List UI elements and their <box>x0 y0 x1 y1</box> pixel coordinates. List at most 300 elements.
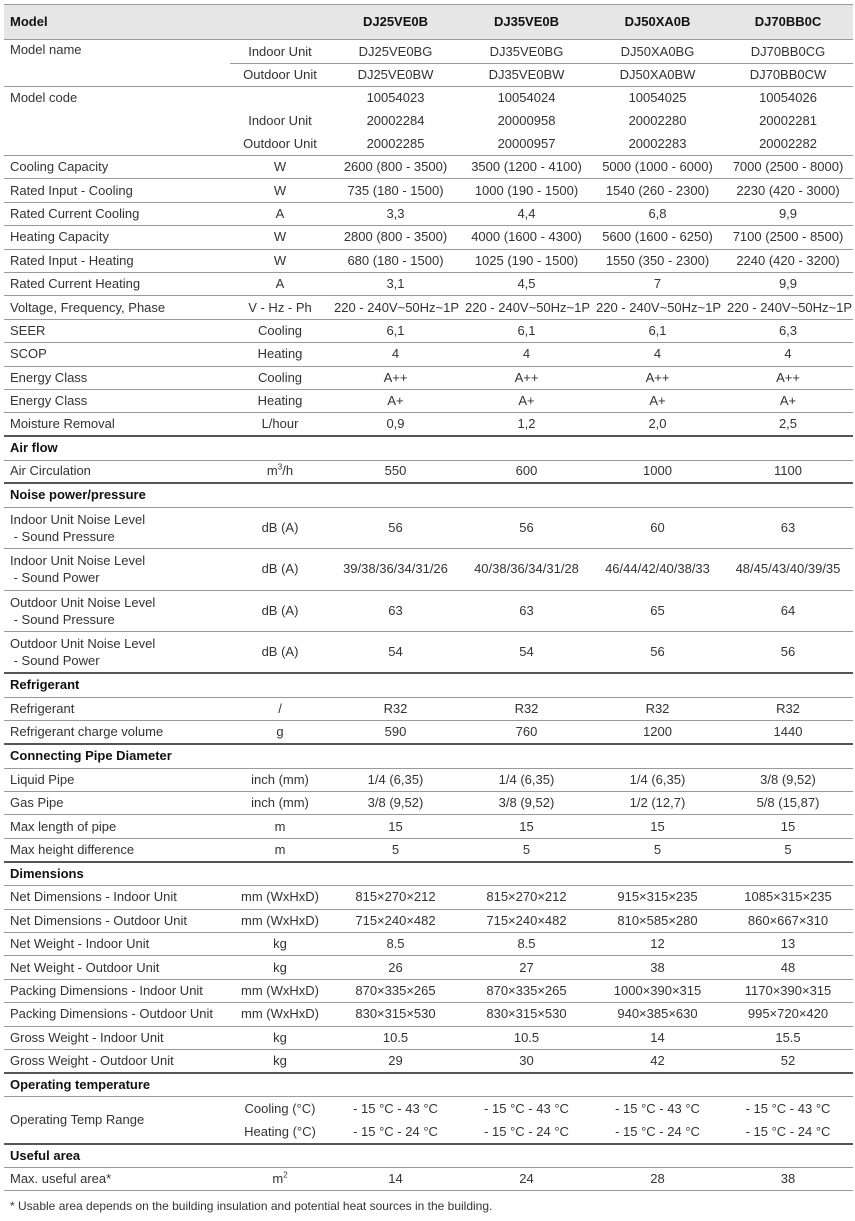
unit-cell: inch (mm) <box>230 768 330 791</box>
unit-cell: mm (WxHxD) <box>230 886 330 909</box>
value-cell: A+ <box>330 389 461 412</box>
table-row <box>4 792 853 815</box>
value-cell: 220 - 240V~50Hz~1P <box>461 296 592 319</box>
section-title: Dimensions <box>4 862 853 886</box>
value-cell: - 15 °C - 43 °C <box>745 1100 831 1116</box>
table-row <box>4 697 853 721</box>
value-cell: 42 <box>592 1049 723 1072</box>
table-row <box>4 40 853 64</box>
section-header <box>4 1144 853 1168</box>
unit-cell: g <box>230 721 330 745</box>
value-cell: DJ50XA0BW <box>592 64 723 87</box>
section-title: Operating temperature <box>4 1073 853 1097</box>
unit-cell: A <box>230 202 330 225</box>
row-label: Air Circulation <box>4 460 230 483</box>
spec-table-body <box>4 5 853 1191</box>
value-cell: 940×385×630 <box>592 1003 723 1026</box>
value-cell: 715×240×482 <box>330 909 461 932</box>
table-row <box>4 179 853 202</box>
value-cell: 5600 (1600 - 6250) <box>592 226 723 249</box>
table-row <box>4 886 853 909</box>
unit-cell: kg <box>230 1049 330 1072</box>
section-title: Useful area <box>4 1144 853 1168</box>
value-cell: - 15 °C - 43 °C <box>353 1100 438 1116</box>
table-row <box>4 1003 853 1026</box>
table-row <box>4 296 853 319</box>
value-cell: 8.5 <box>330 933 461 956</box>
spec-table <box>4 4 853 1191</box>
table-row <box>4 1168 853 1191</box>
unit-cell: Outdoor Unit <box>230 64 330 87</box>
value-cell: 870×335×265 <box>330 979 461 1002</box>
table-row <box>4 319 853 342</box>
table-row <box>4 272 853 295</box>
value-cell: 5 <box>330 838 461 861</box>
value-cell: 20002283 <box>592 133 723 156</box>
value-cell: 1000 <box>592 460 723 483</box>
value-cell: A+ <box>723 389 853 412</box>
value-cell: DJ25VE0BG <box>330 40 461 64</box>
value-cell: 915×315×235 <box>592 886 723 909</box>
model-column-header: DJ50XA0B <box>592 5 723 40</box>
unit-cell: dB (A) <box>230 632 330 674</box>
table-row <box>4 389 853 412</box>
value-cell: 0,9 <box>330 413 461 436</box>
value-cell: 15 <box>723 815 853 838</box>
value-cell: 10054025 <box>628 90 687 106</box>
unit-cell: Heating <box>230 343 330 366</box>
unit-cell: dB (A) <box>230 507 330 549</box>
value-cell: 56 <box>723 632 853 674</box>
value-cell: 15 <box>330 815 461 838</box>
value-cell: 56 <box>592 632 723 674</box>
value-cell: 39/38/36/34/31/26 <box>330 549 461 591</box>
value-cell: 815×270×212 <box>330 886 461 909</box>
value-cell: - 15 °C - 24 °C <box>723 1120 853 1144</box>
value-cell: 24 <box>461 1168 592 1191</box>
value-cell: R32 <box>723 697 853 721</box>
unit-cell: dB (A) <box>230 590 330 632</box>
row-label: Energy Class <box>4 366 230 389</box>
unit-cell: kg <box>230 956 330 979</box>
row-label: Rated Input - Heating <box>4 249 230 272</box>
table-row <box>4 838 853 861</box>
unit-cell: kg <box>230 1026 330 1049</box>
value-cell: 3,3 <box>330 202 461 225</box>
value-cell: 4 <box>723 343 853 366</box>
unit-cell: Indoor Unit <box>230 40 330 64</box>
section-header <box>4 862 853 886</box>
value-cell: 14 <box>592 1026 723 1049</box>
value-cell: 54 <box>330 632 461 674</box>
header-label: Model <box>4 5 230 40</box>
row-label: Max. useful area* <box>4 1168 230 1191</box>
unit-tail: /h <box>282 463 294 479</box>
header-row <box>4 5 853 40</box>
table-row <box>4 979 853 1002</box>
row-label-subline: - Sound Power <box>10 570 100 586</box>
value-cell: 20000957 <box>461 133 592 156</box>
unit-cell: m <box>230 815 330 838</box>
value-cell: 65 <box>592 590 723 632</box>
value-cell: 680 (180 - 1500) <box>330 249 461 272</box>
value-cell: 715×240×482 <box>461 909 592 932</box>
value-cell: 63 <box>461 590 592 632</box>
unit-cell: inch (mm) <box>230 792 330 815</box>
value-cell: 1000 (190 - 1500) <box>461 179 592 202</box>
unit-base: m <box>272 1171 284 1187</box>
value-cell: 13 <box>723 933 853 956</box>
value-cell: 3,1 <box>330 272 461 295</box>
value-cell: 2230 (420 - 3000) <box>723 179 853 202</box>
row-label <box>4 590 230 632</box>
value-cell: 10.5 <box>330 1026 461 1049</box>
row-label: Refrigerant <box>4 697 230 721</box>
table-row <box>4 815 853 838</box>
table-row <box>4 956 853 979</box>
row-label: Liquid Pipe <box>4 768 230 791</box>
value-cell: 1/4 (6,35) <box>330 768 461 791</box>
unit-cell: m <box>230 838 330 861</box>
value-cell: 4,4 <box>461 202 592 225</box>
value-cell: 10.5 <box>461 1026 592 1049</box>
value-cell: 15 <box>461 815 592 838</box>
row-label: Operating Temp Range <box>4 1097 230 1144</box>
unit-cell: Cooling <box>230 319 330 342</box>
row-label <box>4 632 230 674</box>
value-cell: 815×270×212 <box>461 886 592 909</box>
row-label: Net Dimensions - Outdoor Unit <box>4 909 230 932</box>
value-cell: - 15 °C - 24 °C <box>330 1120 461 1144</box>
unit-cell: A <box>230 272 330 295</box>
value-cell: 1170×390×315 <box>723 979 853 1002</box>
value-cell: 52 <box>723 1049 853 1072</box>
value-cell: 600 <box>461 460 592 483</box>
section-header <box>4 1073 853 1097</box>
unit-cell: W <box>230 179 330 202</box>
row-label-subline: - Sound Pressure <box>10 611 115 627</box>
value-cell: 7000 (2500 - 8000) <box>723 156 853 179</box>
row-label: Refrigerant charge volume <box>4 721 230 745</box>
unit-cell <box>230 87 330 110</box>
unit-cell: L/hour <box>230 413 330 436</box>
value-cell: R32 <box>461 697 592 721</box>
value-cell: 40/38/36/34/31/28 <box>461 549 592 591</box>
footnote: * Usable area depends on the building insulation and potential heat sources in the building. <box>10 1199 493 1213</box>
unit-cell: mm (WxHxD) <box>230 979 330 1002</box>
section-header <box>4 744 853 768</box>
value-cell: 2,0 <box>592 413 723 436</box>
value-cell: 20002284 <box>366 113 425 128</box>
section-header <box>4 436 853 460</box>
value-cell: 810×585×280 <box>592 909 723 932</box>
unit-cell: W <box>230 226 330 249</box>
value-cell: 20002280 <box>628 113 687 128</box>
value-cell: 1025 (190 - 1500) <box>461 249 592 272</box>
row-label-line: Outdoor Unit Noise Level <box>10 636 156 652</box>
section-header <box>4 673 853 697</box>
value-cell: 56 <box>461 507 592 549</box>
value-cell: 1000×390×315 <box>592 979 723 1002</box>
section-title: Connecting Pipe Diameter <box>4 744 853 768</box>
value-cell: 64 <box>723 590 853 632</box>
value-cell: 830×315×530 <box>330 1003 461 1026</box>
table-row <box>4 87 853 110</box>
section-title: Air flow <box>4 436 853 460</box>
value-cell: 12 <box>592 933 723 956</box>
value-cell: DJ70BB0CG <box>723 40 853 64</box>
value-cell: 48/45/43/40/39/35 <box>723 549 853 591</box>
value-cell: 1/2 (12,7) <box>592 792 723 815</box>
value-cell: 1550 (350 - 2300) <box>592 249 723 272</box>
value-cell: A++ <box>330 366 461 389</box>
value-cell: 14 <box>330 1168 461 1191</box>
row-label: Gross Weight - Outdoor Unit <box>4 1049 230 1072</box>
value-cell: 54 <box>461 632 592 674</box>
row-label-subline: - Sound Pressure <box>10 528 115 544</box>
value-cell: 3500 (1200 - 4100) <box>461 156 592 179</box>
row-label: Net Dimensions - Indoor Unit <box>4 886 230 909</box>
value-cell: 4 <box>592 343 723 366</box>
value-cell: 3/8 (9,52) <box>723 768 853 791</box>
value-cell: 27 <box>461 956 592 979</box>
value-cell: A++ <box>723 366 853 389</box>
value-cell: 8.5 <box>461 933 592 956</box>
row-label: Gross Weight - Indoor Unit <box>4 1026 230 1049</box>
value-cell: 38 <box>723 1168 853 1191</box>
value-cell: 7100 (2500 - 8500) <box>723 226 853 249</box>
value-cell: 4000 (1600 - 4300) <box>461 226 592 249</box>
value-cell: 1/4 (6,35) <box>592 768 723 791</box>
row-label: Moisture Removal <box>4 413 230 436</box>
value-cell: 550 <box>330 460 461 483</box>
table-row <box>4 460 853 483</box>
value-cell: 5000 (1000 - 6000) <box>592 156 723 179</box>
value-cell: R32 <box>330 697 461 721</box>
unit-cell: / <box>230 697 330 721</box>
value-cell: 56 <box>330 507 461 549</box>
value-cell: A+ <box>461 389 592 412</box>
row-label: Rated Input - Cooling <box>4 179 230 202</box>
value-cell: 20002282 <box>723 133 853 156</box>
value-cell: 15 <box>592 815 723 838</box>
value-cell: 10054023 <box>366 90 425 106</box>
unit-cell: Cooling (°C) <box>244 1100 316 1116</box>
table-row <box>4 909 853 932</box>
value-cell: 5 <box>592 838 723 861</box>
value-cell: 1440 <box>723 721 853 745</box>
value-cell: 2,5 <box>723 413 853 436</box>
value-cell: A++ <box>592 366 723 389</box>
value-cell: - 15 °C - 43 °C <box>484 1100 569 1116</box>
value-cell: R32 <box>592 697 723 721</box>
value-cell: 2800 (800 - 3500) <box>330 226 461 249</box>
value-cell: 6,1 <box>592 319 723 342</box>
unit-cell: W <box>230 156 330 179</box>
table-row <box>4 632 853 674</box>
unit-cell: Outdoor Unit <box>230 133 330 156</box>
value-cell: 1100 <box>723 460 853 483</box>
value-cell: 1,2 <box>461 413 592 436</box>
value-cell: 1085×315×235 <box>723 886 853 909</box>
row-label: Rated Current Cooling <box>4 202 230 225</box>
row-label: Packing Dimensions - Outdoor Unit <box>4 1003 230 1026</box>
table-row <box>4 768 853 791</box>
value-cell: 46/44/42/40/38/33 <box>592 549 723 591</box>
unit-superscript: 3 <box>277 463 283 473</box>
value-cell: 6,1 <box>330 319 461 342</box>
row-label: Model code <box>4 87 230 156</box>
row-label: Energy Class <box>4 389 230 412</box>
row-label: Net Weight - Outdoor Unit <box>4 956 230 979</box>
value-cell: 220 - 240V~50Hz~1P <box>330 296 461 319</box>
row-label: SEER <box>4 319 230 342</box>
header-unit-cell <box>230 5 330 40</box>
unit-cell: Indoor Unit <box>248 113 312 128</box>
table-row <box>4 156 853 179</box>
row-label: Max length of pipe <box>4 815 230 838</box>
value-cell: DJ50XA0BG <box>592 40 723 64</box>
unit-cell: Cooling <box>230 366 330 389</box>
value-cell: 860×667×310 <box>723 909 853 932</box>
value-cell: 3/8 (9,52) <box>330 792 461 815</box>
value-cell: 26 <box>330 956 461 979</box>
table-row <box>4 343 853 366</box>
row-label: Net Weight - Indoor Unit <box>4 933 230 956</box>
unit-cell <box>230 1168 330 1191</box>
value-cell: 870×335×265 <box>461 979 592 1002</box>
value-cell: DJ35VE0BG <box>461 40 592 64</box>
row-label: Model name <box>4 40 230 87</box>
value-cell: 5 <box>723 838 853 861</box>
row-label: Cooling Capacity <box>4 156 230 179</box>
value-cell: 20000958 <box>497 113 556 128</box>
value-cell: 20002285 <box>330 133 461 156</box>
unit-cell: mm (WxHxD) <box>230 1003 330 1026</box>
value-cell: 9,9 <box>723 202 853 225</box>
value-cell: A+ <box>592 389 723 412</box>
value-cell: 10054024 <box>497 90 556 106</box>
value-cell: 2600 (800 - 3500) <box>330 156 461 179</box>
value-cell: 38 <box>592 956 723 979</box>
model-column-header: DJ25VE0B <box>330 5 461 40</box>
value-cell: 6,8 <box>592 202 723 225</box>
unit-cell: Heating <box>230 389 330 412</box>
value-cell: DJ25VE0BW <box>330 64 461 87</box>
row-label: Voltage, Frequency, Phase <box>4 296 230 319</box>
unit-cell <box>230 460 330 483</box>
row-label-line: Indoor Unit Noise Level <box>10 511 146 527</box>
unit-cell: dB (A) <box>230 549 330 591</box>
value-cell: 5 <box>461 838 592 861</box>
value-cell: 1200 <box>592 721 723 745</box>
table-row <box>4 366 853 389</box>
table-row <box>4 413 853 436</box>
row-label: Packing Dimensions - Indoor Unit <box>4 979 230 1002</box>
row-label: SCOP <box>4 343 230 366</box>
value-cell: 30 <box>461 1049 592 1072</box>
value-cell: 9,9 <box>723 272 853 295</box>
value-cell: 3/8 (9,52) <box>461 792 592 815</box>
value-cell: 4 <box>461 343 592 366</box>
value-cell: 28 <box>592 1168 723 1191</box>
unit-cell: kg <box>230 933 330 956</box>
row-label-subline: - Sound Power <box>10 653 100 669</box>
value-cell: 830×315×530 <box>461 1003 592 1026</box>
value-cell: 1540 (260 - 2300) <box>592 179 723 202</box>
table-row <box>4 933 853 956</box>
section-header <box>4 483 853 507</box>
value-cell: - 15 °C - 24 °C <box>461 1120 592 1144</box>
row-label: Heating Capacity <box>4 226 230 249</box>
value-cell: 20002281 <box>759 113 817 128</box>
value-cell: - 15 °C - 24 °C <box>592 1120 723 1144</box>
value-cell: 995×720×420 <box>723 1003 853 1026</box>
table-row <box>4 226 853 249</box>
value-cell: A++ <box>461 366 592 389</box>
unit-superscript: 2 <box>283 1171 288 1181</box>
table-row <box>4 1097 853 1121</box>
table-row <box>4 507 853 549</box>
table-row <box>4 249 853 272</box>
row-label <box>4 507 230 549</box>
section-title: Noise power/pressure <box>4 483 853 507</box>
value-cell: 15.5 <box>723 1026 853 1049</box>
value-cell: 63 <box>330 590 461 632</box>
value-cell: 6,1 <box>461 319 592 342</box>
value-cell: 4 <box>330 343 461 366</box>
value-cell: 2240 (420 - 3200) <box>723 249 853 272</box>
value-cell: 6,3 <box>723 319 853 342</box>
value-cell: 5/8 (15,87) <box>723 792 853 815</box>
value-cell: 760 <box>461 721 592 745</box>
value-cell: 29 <box>330 1049 461 1072</box>
model-column-header: DJ70BB0C <box>723 5 853 40</box>
value-cell: 60 <box>592 507 723 549</box>
unit-cell: W <box>230 249 330 272</box>
value-cell: 10054026 <box>759 90 817 106</box>
table-row <box>4 1026 853 1049</box>
value-cell: 1/4 (6,35) <box>461 768 592 791</box>
row-label-line: Indoor Unit Noise Level <box>10 553 146 569</box>
value-cell: 220 - 240V~50Hz~1P <box>592 296 723 319</box>
value-cell: 590 <box>330 721 461 745</box>
table-row <box>4 1049 853 1072</box>
section-title: Refrigerant <box>4 673 853 697</box>
table-row <box>4 549 853 591</box>
row-label: Max height difference <box>4 838 230 861</box>
unit-base: m <box>266 463 278 479</box>
row-label-line: Outdoor Unit Noise Level <box>10 594 156 610</box>
table-row <box>4 202 853 225</box>
value-cell: DJ70BB0CW <box>723 64 853 87</box>
model-column-header: DJ35VE0B <box>461 5 592 40</box>
row-label: Gas Pipe <box>4 792 230 815</box>
unit-cell: V - Hz - Ph <box>230 296 330 319</box>
value-cell: DJ35VE0BW <box>461 64 592 87</box>
value-cell: 63 <box>723 507 853 549</box>
unit-cell: mm (WxHxD) <box>230 909 330 932</box>
unit-cell: Heating (°C) <box>230 1120 330 1144</box>
value-cell: 7 <box>592 272 723 295</box>
table-row <box>4 721 853 745</box>
value-cell: 220 - 240V~50Hz~1P <box>723 296 853 319</box>
value-cell: 48 <box>723 956 853 979</box>
value-cell: 735 (180 - 1500) <box>330 179 461 202</box>
row-label <box>4 549 230 591</box>
value-cell: 4,5 <box>461 272 592 295</box>
value-cell: - 15 °C - 43 °C <box>615 1100 700 1116</box>
